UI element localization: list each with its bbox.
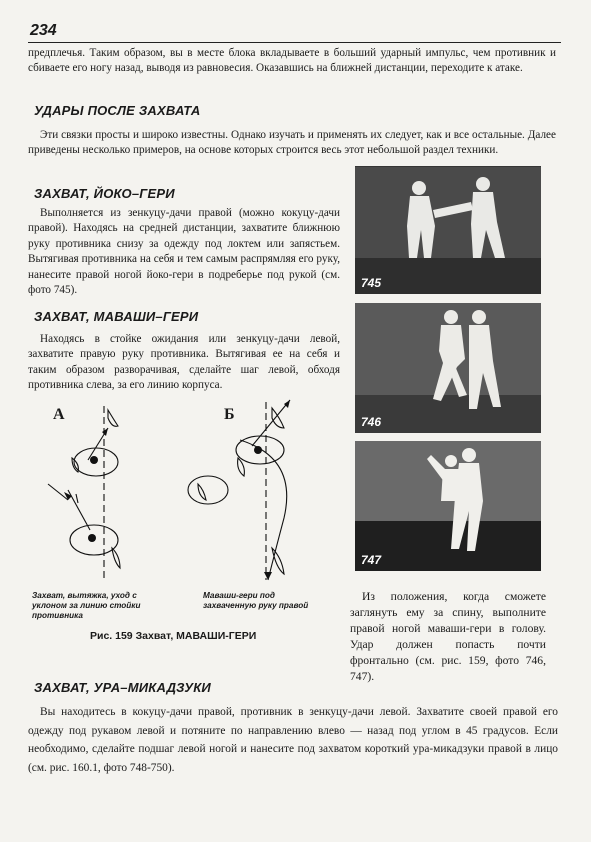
strikes-paragraph: Эти связки просты и широко известны. Однако изучать и применять их следует, как и все остальные. Далее приведены несколько примеров, на основе которых строится весь этот небольшой раздел техники. [28,129,556,157]
yoko-geri-paragraph: Выполняется из зенкуцу-дачи правой (можно кокуцу-дачи правой). Находясь на средней дистанции, захватите ближнюю руку противника снизу за одежду под локтем или запястьем. Вытягивая противника на себя и тем самым распрямляя его руку, нанесите правой ногой йоко-гери в подреберье под рукой (см. фото 745). [28,207,340,297]
diagram-label-a: А [53,406,65,423]
mawashi-geri-continuation: Из положения, когда сможете заглянуть ему за спину, выполните правой ногой маваши-гери в голову. Удар должен попасть почти фронтально (см. рис. 159, фото 746, 747). [350,590,546,683]
photo-745 [355,166,541,294]
heading-grab-ura-mikazuki: ЗАХВАТ, УРА–МИКАДЗУКИ [34,680,211,695]
photo-746-number: 746 [361,415,382,429]
mawashi-geri-paragraph: Находясь в стойке ожидания или зенкуцу-дачи левой, захватите правую руку противника. Вытягивая ее на себя и таким образом разворачивая, сделайте шаг левой, обходя противника слева, за его линию корпуса. [28,333,340,392]
diagram-caption-b: Маваши-гери под захваченную руку правой [203,591,309,610]
diagram-caption-a: Захват, вытяжка, уход с уклоном за линию стойки противника [32,591,141,620]
heading-grab-mawashi-geri: ЗАХВАТ, МАВАШИ–ГЕРИ [34,309,199,324]
figure-159-caption: Рис. 159 Захват, МАВАШИ-ГЕРИ [90,630,257,642]
ura-mikazuki-paragraph: Вы находитесь в кокуцу-дачи правой, противник в зенкуцу-дачи левой. Захватите своей правой его одежду под рукавом левой и потяните по направлению влево — назад под углом в 45 градусов. Если необходимо, сделайте подшаг левой ногой и нанесите под захватом короткий ура-микадзуки правой в лицо (см. рис. 160.1, фото 748-750). [28,706,558,774]
heading-strikes-after-grab: УДАРЫ ПОСЛЕ ЗАХВАТА [34,103,201,118]
header-rule [28,42,561,43]
figure-159-diagram [28,398,348,588]
photo-747-number: 747 [361,553,382,567]
heading-grab-yoko-geri: ЗАХВАТ, ЙОКО–ГЕРИ [34,186,175,201]
photo-745-number: 745 [361,276,382,290]
diagram-label-b: Б [224,406,235,423]
photo-747 [355,441,541,571]
photo-746 [355,303,541,433]
intro-paragraph: предплечья. Таким образом, вы в месте блока вкладываете в больший ударный импульс, чем противник и сбиваете его ногу назад, выводя из равновесия. Оказавшись на ближней дистанции, переходите к атаке. [28,47,556,75]
page-number: 234 [30,22,57,39]
